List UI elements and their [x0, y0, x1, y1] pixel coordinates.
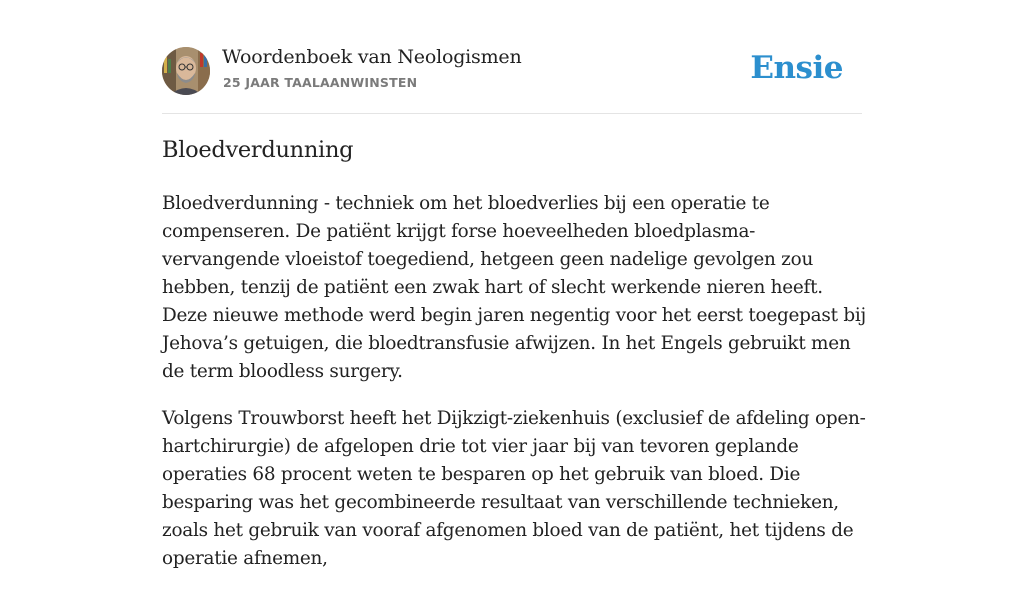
publication-subtitle: 25 JAAR TAALAANWINSTEN	[223, 75, 418, 90]
publication-header	[162, 0, 862, 114]
author-avatar[interactable]	[162, 47, 210, 95]
page-container	[162, 0, 866, 569]
entry-body	[162, 190, 872, 592]
brand-logo[interactable]: Ensie	[750, 50, 843, 86]
entry-title: Bloedverdunning	[162, 137, 354, 163]
publication-title[interactable]: Woordenboek van Neologismen	[222, 46, 522, 68]
entry-paragraph: Bloedverdunning - techniek om het bloedverlies bij een operatie te compenseren. De patiënt krijgt forse hoeveelheden bloedplasma-vervangende vloeistof toegediend, hetgeen geen nadelige gevolgen zou hebben, tenzij de patiënt een zwak hart of slecht werkende nieren heeft. Deze nieuwe methode werd begin jaren negentig voor het eerst toegepast bij Jehova’s getuigen, die bloedtransfusie afwijzen. In het Engels gebruikt men de term bloodless surgery.	[162, 193, 866, 382]
author-portrait-icon	[162, 47, 210, 95]
entry-paragraph: Volgens Trouwborst heeft het Dijkzigt-ziekenhuis (exclusief de afdeling open-hartchirurgie) de afgelopen drie tot vier jaar bij van tevoren geplande operaties 68 procent weten te besparen op het gebruik van bloed. Die besparing was het gecombineerde resultaat van verschillende technieken, zoals het gebruik van vooraf afgenomen bloed van de patiënt, het tijdens de operatie afnemen,	[162, 408, 866, 569]
